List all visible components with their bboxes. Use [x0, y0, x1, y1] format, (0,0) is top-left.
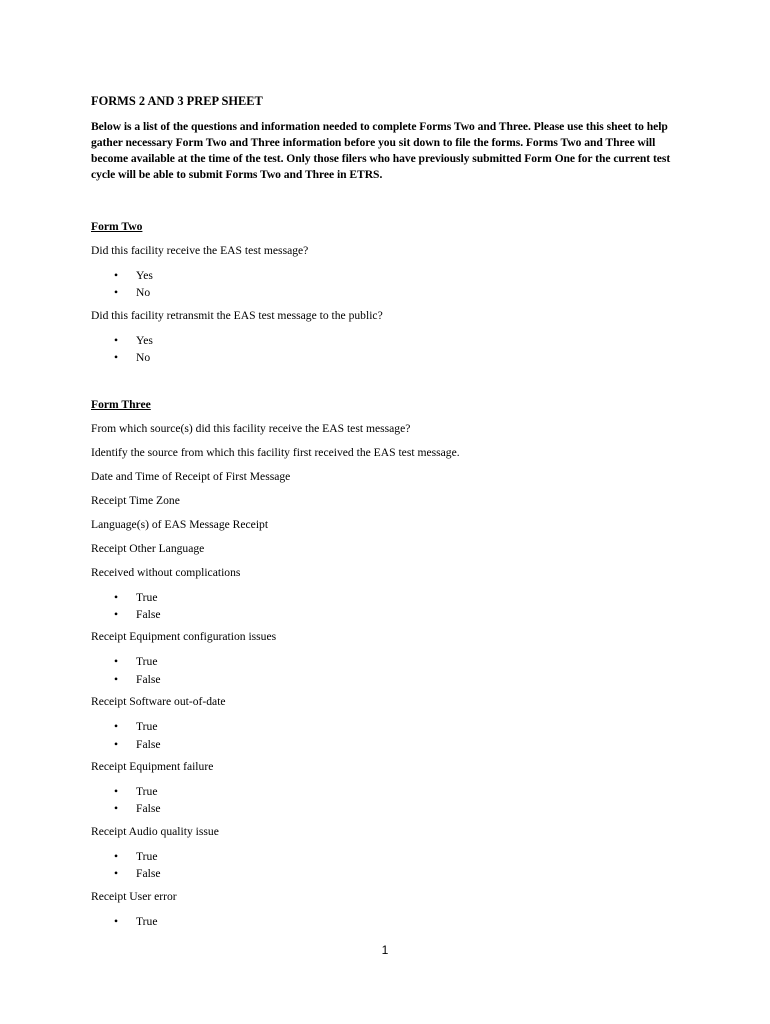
question-complications: Received without complications: [91, 565, 241, 579]
question-retransmit: Did this facility retransmit the EAS test message to the public?: [91, 308, 383, 322]
list-item: • True: [91, 653, 691, 670]
options-retransmit: [91, 332, 691, 367]
options-user-error: [91, 913, 691, 930]
options-complications: [91, 589, 691, 624]
bullet-icon: •: [114, 286, 119, 300]
form-two-heading: Form Two: [91, 220, 143, 233]
list-item: • True: [91, 913, 691, 930]
bullet-icon: •: [114, 655, 119, 669]
bullet-icon: •: [114, 914, 119, 928]
question-first-source: Identify the source from which this facility first received the EAS test message.: [91, 445, 460, 459]
page-number: 1: [381, 943, 389, 957]
list-item: • False: [91, 736, 691, 753]
question-receive: Did this facility receive the EAS test message?: [91, 244, 309, 257]
form-three-heading: Form Three: [91, 397, 151, 411]
bullet-icon: •: [114, 737, 119, 751]
document-body: [91, 93, 691, 930]
list-item: • False: [91, 671, 691, 688]
list-item: • True: [91, 848, 691, 865]
list-item: • Yes: [91, 267, 691, 284]
list-item: • True: [91, 783, 691, 800]
bullet-icon: •: [114, 720, 119, 734]
bullet-icon: •: [114, 590, 119, 604]
page-title: FORMS 2 AND 3 PREP SHEET: [91, 94, 263, 108]
list-item: • False: [91, 800, 691, 817]
list-item: • False: [91, 865, 691, 882]
list-item: • False: [91, 606, 691, 623]
intro-paragraph: Below is a list of the questions and information needed to complete Forms Two and Three. Please use this sheet to help gather necessary Form Two and Three information before you sit down to file the forms. Forms Two and Three will become available at the time of the test. Only those filers who have previously submitted Form One for the current test cycle will be able to submit Forms Two and Three in ETRS.: [91, 120, 671, 181]
list-item: • No: [91, 349, 691, 366]
bullet-icon: •: [114, 333, 119, 347]
list-item: • No: [91, 284, 691, 301]
question-equipment-failure: Receipt Equipment failure: [91, 760, 214, 774]
question-source: From which source(s) did this facility receive the EAS test message?: [91, 421, 411, 435]
question-user-error: Receipt User error: [91, 889, 177, 903]
bullet-icon: •: [114, 802, 119, 816]
bullet-icon: •: [114, 608, 119, 622]
question-software: Receipt Software out-of-date: [91, 695, 226, 709]
options-software: [91, 718, 691, 753]
options-audio: [91, 848, 691, 883]
list-item: • Yes: [91, 332, 691, 349]
question-audio: Receipt Audio quality issue: [91, 824, 219, 838]
bullet-icon: •: [114, 849, 119, 863]
bullet-icon: •: [114, 867, 119, 881]
options-equipment-failure: [91, 783, 691, 818]
question-timezone: Receipt Time Zone: [91, 493, 180, 507]
options-receive: [91, 267, 691, 302]
list-item: • True: [91, 718, 691, 735]
question-other-language: Receipt Other Language: [91, 541, 205, 555]
list-item: • True: [91, 589, 691, 606]
bullet-icon: •: [114, 785, 119, 799]
question-equipment-config: Receipt Equipment configuration issues: [91, 630, 277, 644]
question-datetime: Date and Time of Receipt of First Message: [91, 469, 291, 483]
question-language: Language(s) of EAS Message Receipt: [91, 517, 269, 531]
bullet-icon: •: [114, 672, 119, 686]
options-equipment-config: [91, 653, 691, 688]
bullet-icon: •: [114, 351, 119, 365]
bullet-icon: •: [114, 269, 119, 282]
